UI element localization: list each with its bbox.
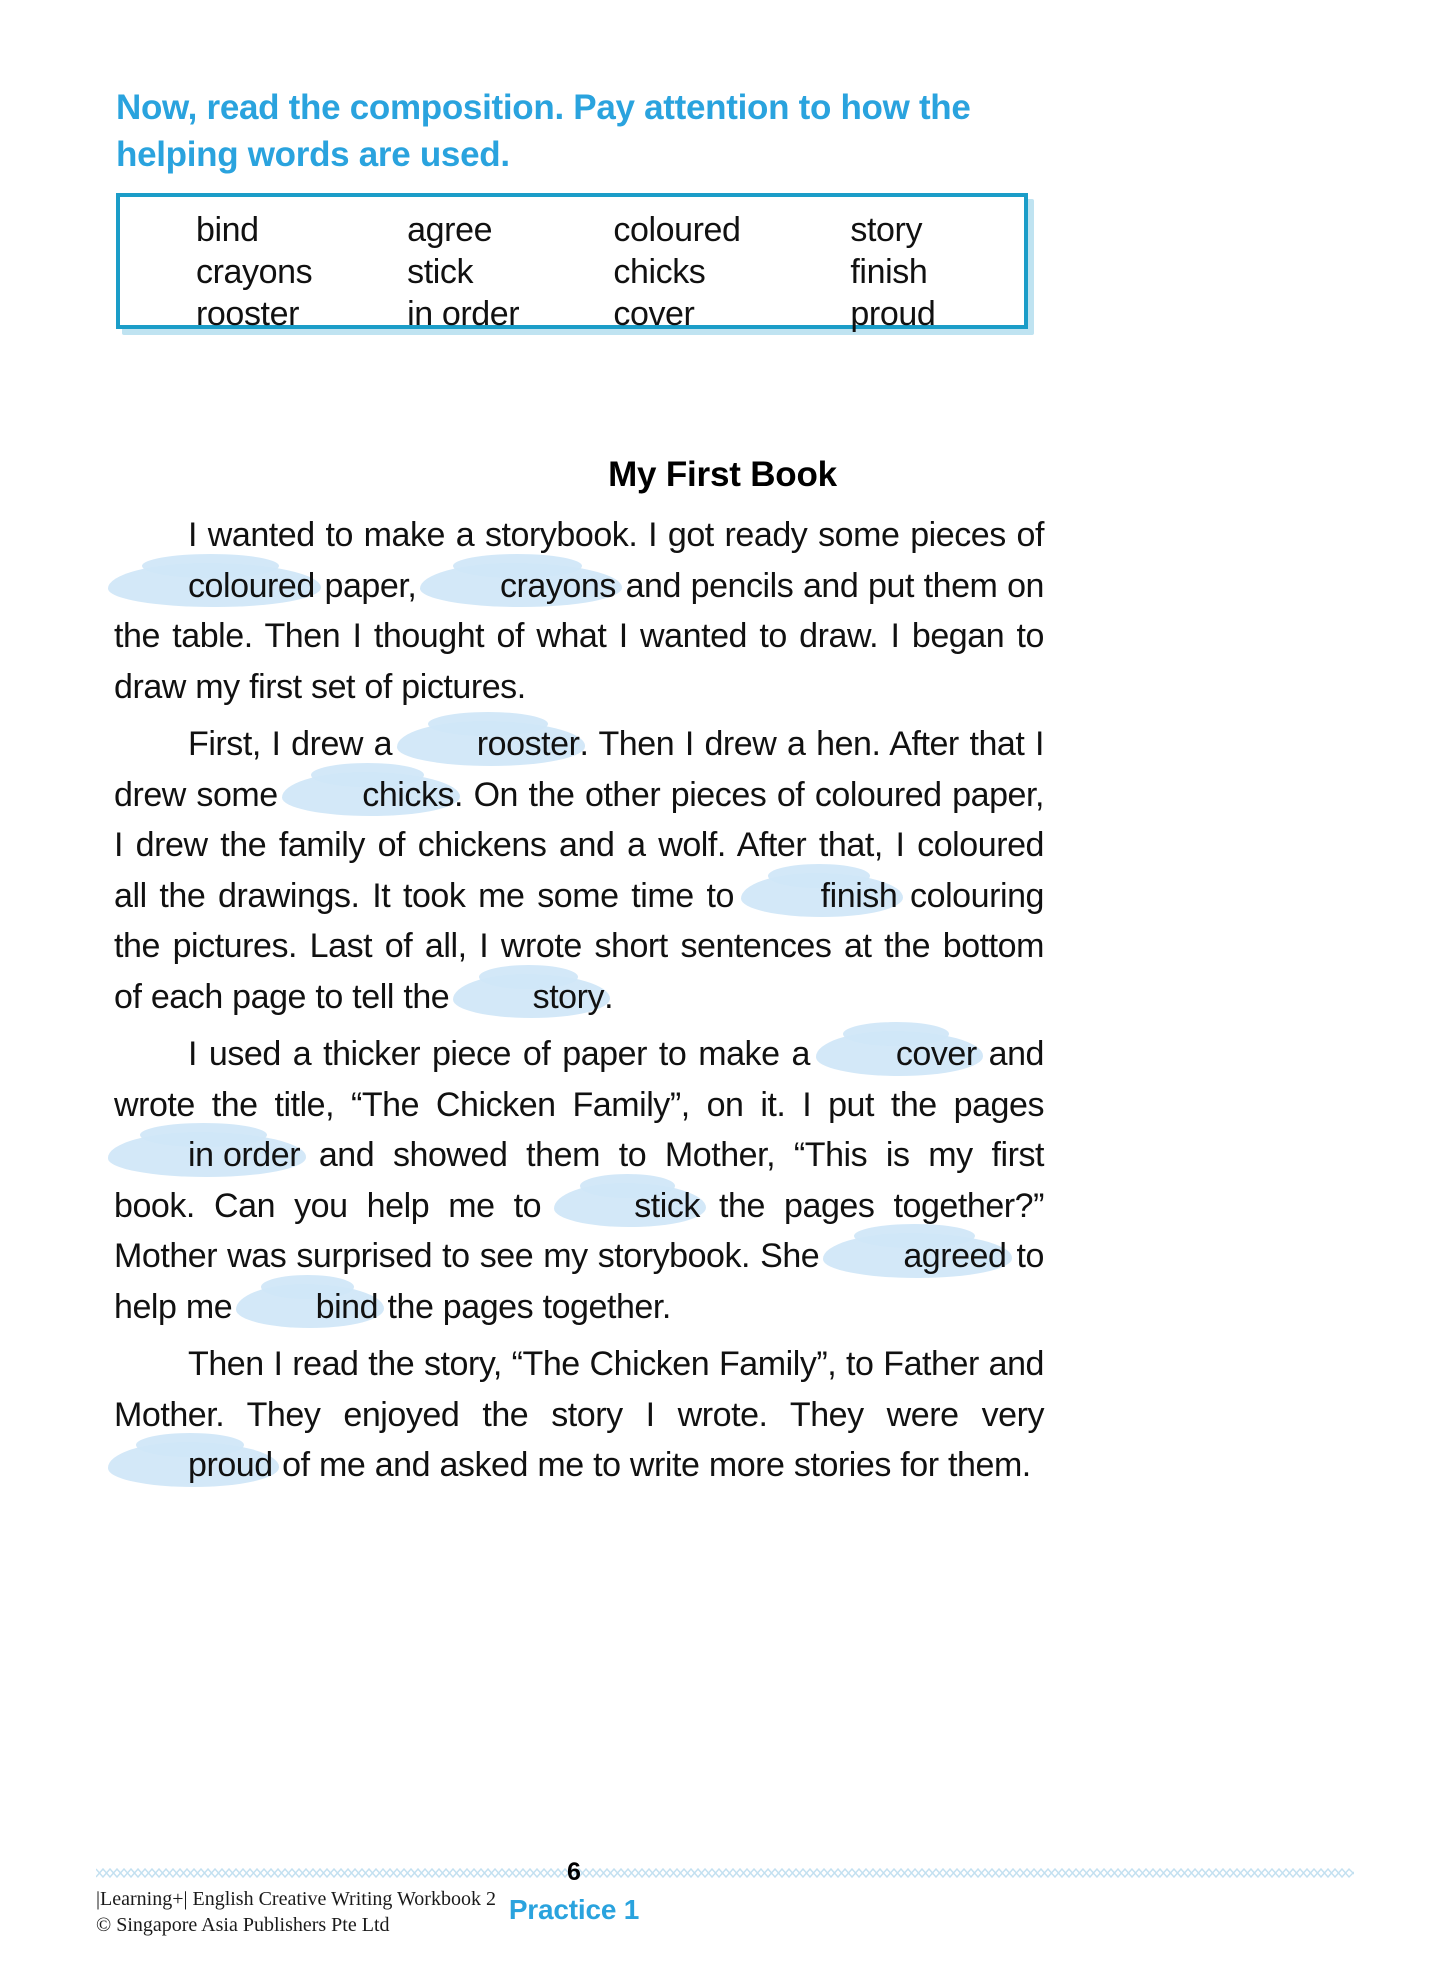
helping-word-highlight: cover [822,1029,977,1080]
helping-word-highlight: bind [242,1282,378,1333]
word-cell: in order [407,295,520,333]
table-row [120,293,1024,335]
word-cell: story [850,211,923,249]
composition-body [114,510,1044,1491]
credit-line-1: |Learning+| English Creative Writing Workbook 2 [96,1888,496,1910]
helping-words-box [116,193,1028,333]
helping-word-highlight: stick [560,1181,700,1232]
word-cell: finish [850,253,928,291]
paragraph: I used a thicker piece of paper to make a cover and wrote the title, “The Chicken Family”, on it. I put the pages in order and showed them to Mother, “This is my first book. Can you help me to stick the pages together?” Mother was surprised to see my storybook. She agreed to help me bind the pages together. [114,1029,1044,1332]
table-row [120,209,1024,251]
helping-word-highlight: finish [747,871,898,922]
helping-word-highlight: agreed [829,1231,1006,1282]
word-cell: chicks [613,253,706,291]
helping-word-highlight: chicks [288,770,454,821]
word-cell: crayons [196,253,313,291]
word-cell: bind [196,211,259,249]
word-cell: cover [613,295,695,333]
helping-word-highlight: proud [114,1440,273,1491]
table-row [120,251,1024,293]
helping-word-highlight: in order [114,1130,300,1181]
instruction-heading: Now, read the composition. Pay attention to how the helping words are used. [116,88,971,174]
paragraph: First, I drew a rooster. Then I drew a hen. After that I drew some chicks. On the other pieces of coloured paper, I drew the family of chickens and a wolf. After that, I coloured all the drawings. It took me some time to finish colouring the pictures. Last of all, I wrote short sentences at the bottom of each page to tell the story. [114,719,1044,1022]
word-box-table [120,209,1024,335]
helping-word-highlight: rooster [403,719,580,770]
helping-word-highlight: crayons [426,561,616,612]
credit-line-2: © Singapore Asia Publishers Pte Ltd [96,1914,390,1936]
page-number: 6 [567,1858,581,1886]
word-box-frame [116,193,1028,333]
paragraph: I wanted to make a storybook. I got ready some pieces of coloured paper, crayons and pencils and put them on the table. Then I thought of what I wanted to draw. I began to draw my first set of pictures. [114,516,1044,706]
practice-label: Practice 1 [508,1894,640,1925]
composition-title: My First Book [608,455,837,494]
word-cell: proud [850,295,936,333]
paragraph: Then I read the story, “The Chicken Family”, to Father and Mother. They enjoyed the story I wrote. They were very proud of me and asked me to write more stories for them. [114,1339,1044,1491]
helping-word-highlight: coloured [114,561,315,612]
word-cell: rooster [196,295,300,333]
helping-word-highlight: story [459,972,604,1023]
word-cell: stick [407,253,474,291]
word-cell: agree [407,211,493,249]
word-cell: coloured [613,211,741,249]
